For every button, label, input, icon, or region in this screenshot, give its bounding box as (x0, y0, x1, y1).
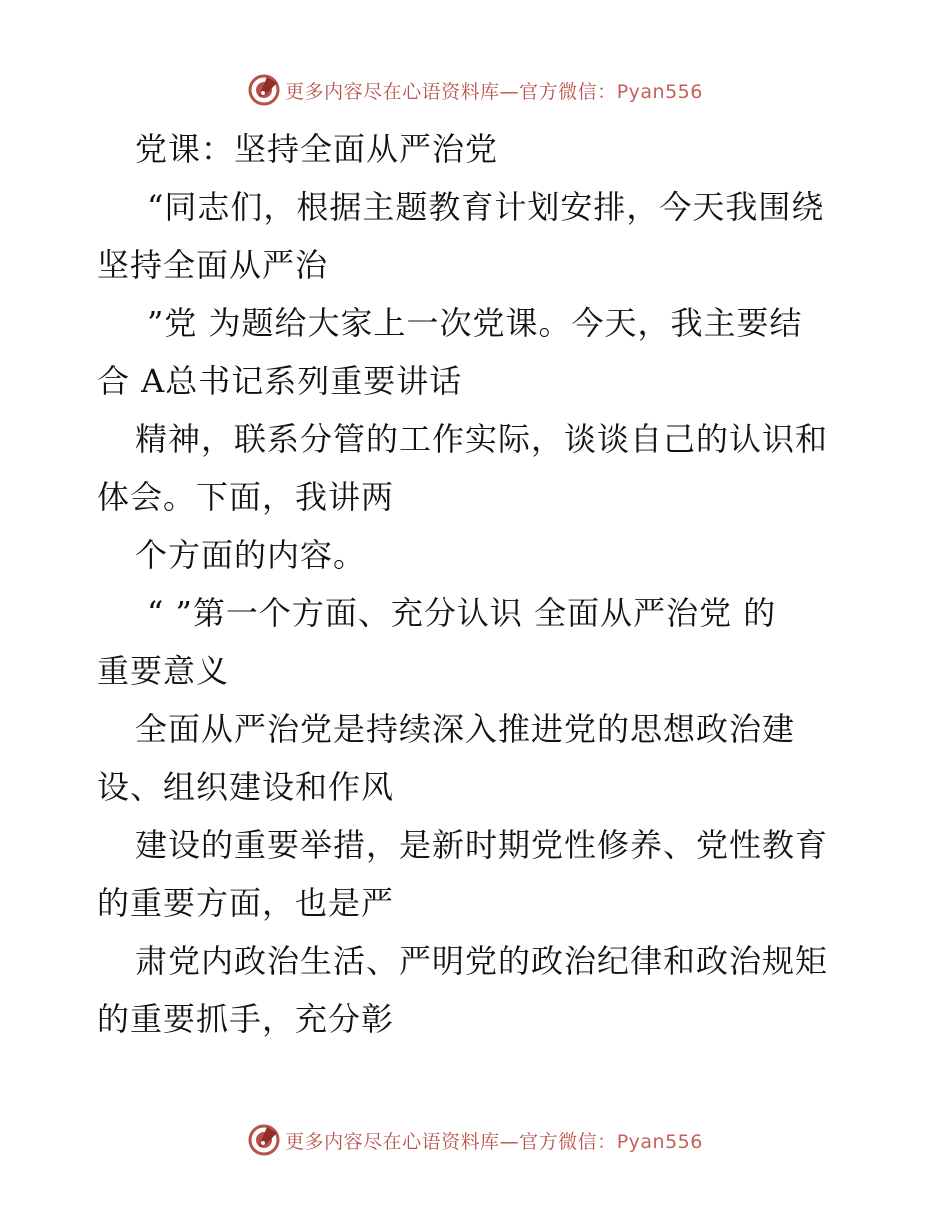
header-banner (0, 70, 950, 110)
paragraph-line: ”党 为题给大家上一次党课。今天，我主要结 (147, 304, 803, 342)
banner-slogan: 更多内容尽在心语资料库 (285, 1130, 500, 1153)
paragraph-line: 全面从严治党是持续深入推进党的思想政治建 (135, 710, 796, 748)
section-heading-cont: 重要意义 (97, 652, 230, 690)
footer-banner (0, 1120, 950, 1160)
paragraph-line: 设、组织建设和作风 (97, 768, 395, 806)
paragraph-line: 个方面的内容。 (135, 536, 367, 574)
paragraph-line: 精神，联系分管的工作实际，谈谈自己的认识和 (135, 420, 829, 458)
paragraph-line: 肃党内政治生活、严明党的政治纪律和政治规矩 (135, 942, 829, 980)
pen-logo-icon (247, 73, 281, 107)
document-title: 党课：坚持全面从严治党 (135, 130, 499, 168)
banner-wechat-label: 官方微信： (519, 1130, 617, 1153)
banner-slogan: 更多内容尽在心语资料库 (285, 80, 500, 103)
paragraph-line: “同志们，根据主题教育计划安排，今天我围绕 (147, 188, 825, 226)
paragraph-line: 坚持全面从严治 (97, 246, 329, 284)
banner-separator: — (499, 80, 520, 103)
paragraph-line: 体会。下面，我讲两 (97, 478, 395, 516)
banner-wechat-label: 官方微信： (519, 80, 617, 103)
banner-text (285, 1127, 703, 1154)
paragraph-line: 建设的重要举措，是新时期党性修养、党性教育 (135, 826, 829, 864)
paragraph-line: 的重要方面，也是严 (97, 884, 395, 922)
banner-wechat-id: Pyan556 (616, 1130, 703, 1153)
banner-wechat-id: Pyan556 (616, 80, 703, 103)
paragraph-line: 的重要抓手，充分彰 (97, 1000, 395, 1038)
section-heading: “ ”第一个方面、充分认识 全面从严治党 的 (147, 594, 777, 632)
banner-separator: — (499, 1130, 520, 1153)
paragraph-line: 合 A总书记系列重要讲话 (97, 362, 463, 400)
pen-logo-icon (247, 1123, 281, 1157)
document-body (97, 120, 857, 1048)
banner-text (285, 77, 703, 104)
